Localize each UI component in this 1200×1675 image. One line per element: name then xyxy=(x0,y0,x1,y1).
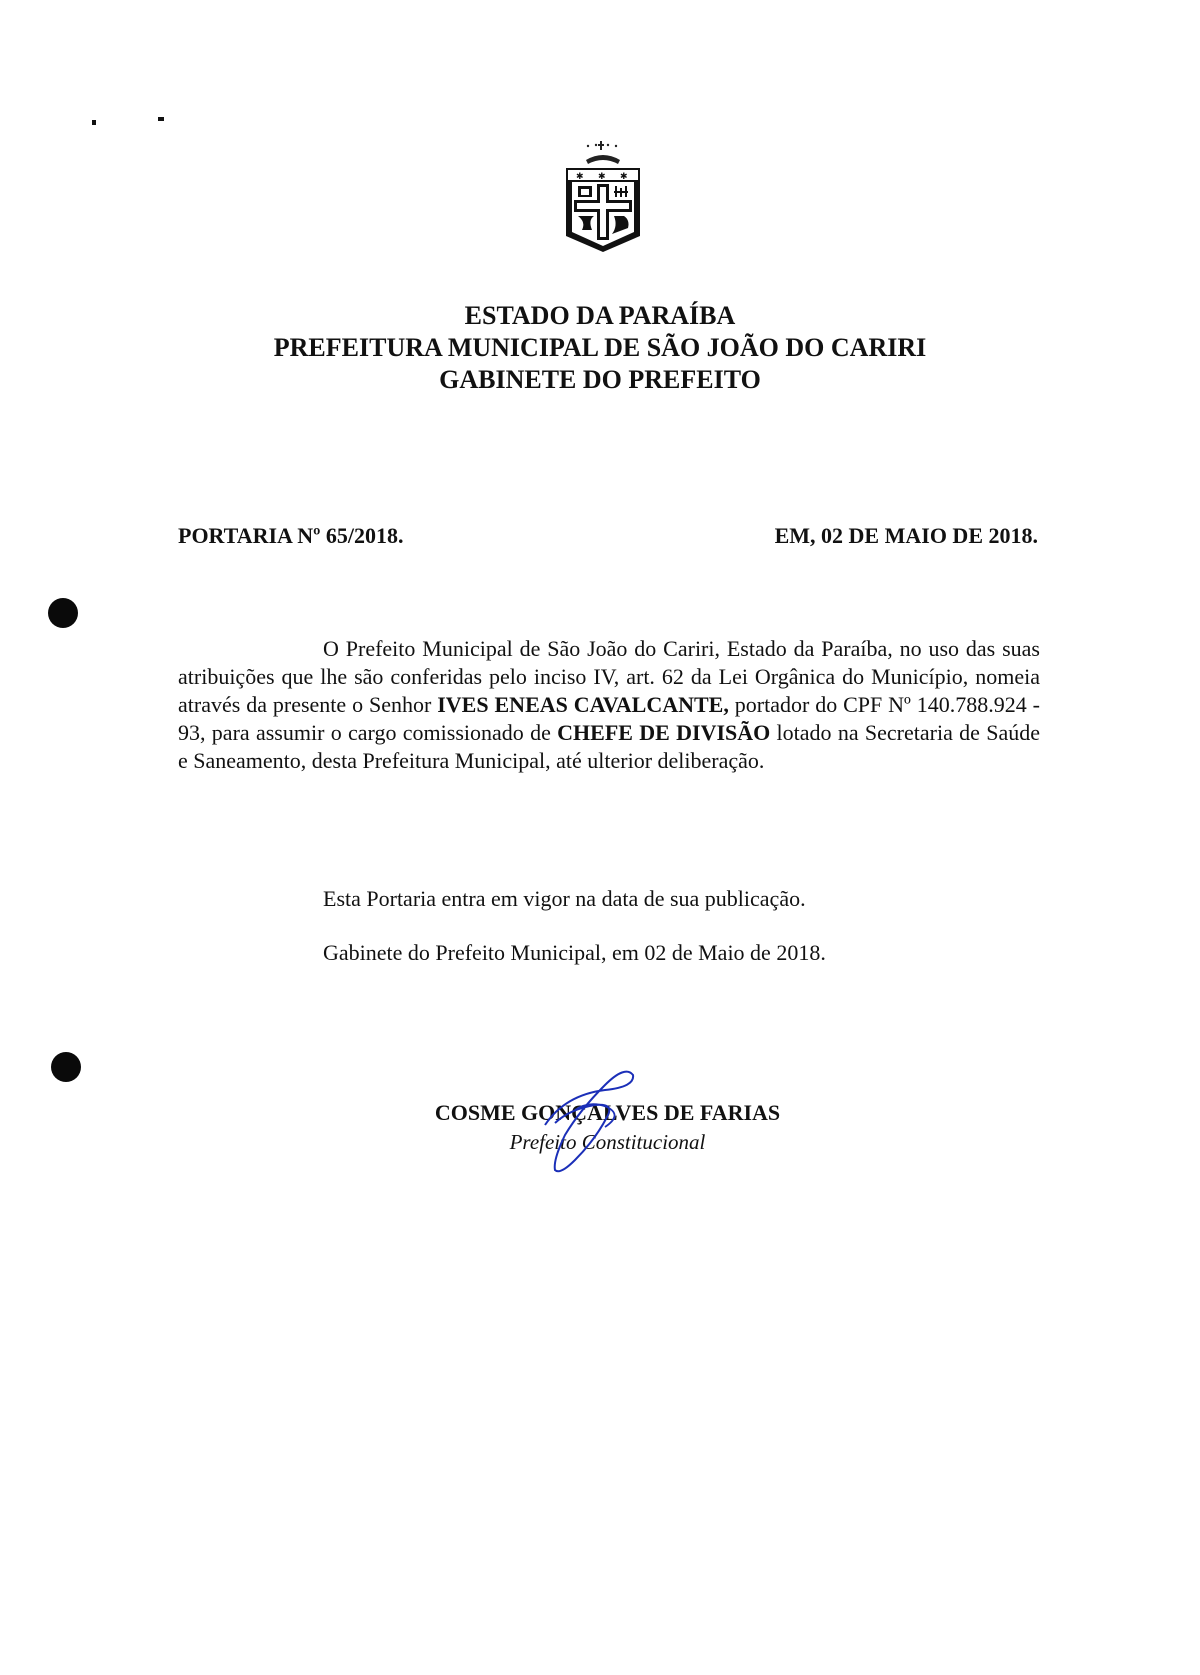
effective-date-statement: Esta Portaria entra em vigor na data de sua publicação. xyxy=(323,886,806,911)
signatory-title: Prefeito Constitucional xyxy=(509,1130,706,1154)
punch-hole-top xyxy=(48,598,78,628)
svg-text:✱: ✱ xyxy=(620,172,628,182)
nominee-name: IVES ENEAS CAVALCANTE, xyxy=(437,692,729,717)
handwritten-signature xyxy=(535,1065,655,1175)
header-state: ESTADO DA PARAÍBA xyxy=(464,301,736,330)
svg-text:✱: ✱ xyxy=(598,172,606,182)
portaria-number: PORTARIA Nº 65/2018. xyxy=(178,523,404,548)
header-office: GABINETE DO PREFEITO xyxy=(439,365,761,394)
nomination-paragraph xyxy=(178,635,1040,775)
header-municipality: PREFEITURA MUNICIPAL DE SÃO JOÃO DO CARIRI xyxy=(273,333,927,362)
document-header xyxy=(0,300,1200,396)
role-title: CHEFE DE DIVISÃO xyxy=(557,720,771,745)
municipal-coat-of-arms xyxy=(558,140,648,258)
signatory-name: COSME GONÇALVES DE FARIAS xyxy=(434,1100,781,1125)
scan-speck xyxy=(158,117,164,121)
issued-statement: Gabinete do Prefeito Municipal, em 02 de Maio de 2018. xyxy=(323,940,826,965)
scan-speck xyxy=(92,120,96,125)
paragraph-text-c: lotado na Secretaria de Saúde e Saneamento, desta Prefeitura Municipal, até ulterior deliberação. xyxy=(178,720,1040,773)
paragraph-text-b: portador do CPF Nº 140.788.924 - 93, para assumir o cargo comissionado de xyxy=(178,692,1041,745)
paragraph-text-a: O Prefeito Municipal de São João do Cariri, Estado da Paraíba, no uso das suas atribuições que lhe são conferidas pelo inciso IV, art. 62 da Lei Orgânica do Município, nomeia através da presente o Senhor xyxy=(178,636,1040,717)
punch-hole-bottom xyxy=(51,1052,81,1082)
portaria-date: EM, 02 DE MAIO DE 2018. xyxy=(774,523,1038,548)
svg-text:✱: ✱ xyxy=(576,172,584,182)
